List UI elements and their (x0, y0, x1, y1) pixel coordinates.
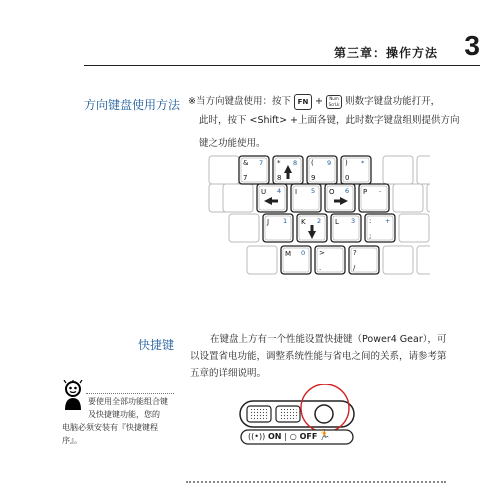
instruction-suffix: 则数字键盘功能打开， (345, 96, 441, 107)
keypad-key (325, 184, 355, 212)
key-numpad-label: 7 (259, 159, 264, 167)
key-main-label: L (335, 218, 339, 226)
key-numpad-label: 8 (293, 159, 298, 167)
hotkey-para-line1: 在键盘上方有一个性能设置快捷键（Power4 Gear），可 (210, 334, 447, 345)
note-line3: 电脑必须安装有『快捷键程 (62, 423, 158, 432)
note-person-icon (62, 380, 84, 414)
keypad-key (315, 246, 345, 274)
key-shift-label: ? (353, 249, 357, 257)
key-main-label: I (295, 188, 298, 196)
note-divider (86, 393, 174, 394)
key-shift-label: ( (311, 159, 314, 167)
power-symbol-icon: ○ (289, 432, 297, 441)
header-rule (84, 65, 480, 66)
instruction-prefix: ※当方向键盘使用：按下 (188, 96, 291, 107)
key-numpad-label: 4 (277, 187, 282, 195)
key-shift-label: > (319, 249, 325, 257)
key-shift-label: & (243, 159, 249, 167)
key-main-label: 8 (277, 174, 282, 182)
separator-mark: | (284, 432, 287, 441)
key-shift-label: : (369, 217, 372, 225)
numlock-key-bottom: ScrLk (328, 101, 340, 107)
numlock-key-icon (326, 95, 342, 109)
key-numpad-label: - (379, 187, 382, 195)
note-line4: 序』。 (62, 436, 82, 445)
keypad-key (257, 184, 287, 212)
key-numpad-label: 9 (327, 159, 332, 167)
keypad-key (307, 156, 337, 184)
note-line1: 要使用全部功能组合键 (88, 397, 168, 406)
key-main-label: K (301, 218, 306, 226)
keypad-instruction-line1 (188, 92, 488, 111)
keypad-key (341, 156, 371, 184)
key-numpad-label: 2 (317, 217, 322, 225)
key-numpad-label: 6 (345, 187, 350, 195)
power-off-label: OFF (299, 432, 318, 441)
keypad-key (291, 184, 321, 212)
section-label-keypad: 方向键盘使用方法 (84, 98, 181, 112)
keypad-instruction-line3: 键之功能使用。 (199, 138, 266, 149)
wireless-icon: ((•)) (248, 432, 266, 441)
note-line2: 及快捷键功能，您的 (88, 410, 160, 419)
key-shift-label: ) (345, 159, 348, 167)
key-main-label: M (285, 250, 292, 258)
keypad-key (239, 156, 269, 184)
key-main-label: . (319, 264, 322, 272)
keypad-instructions (188, 92, 488, 153)
key-main-label: 7 (243, 174, 248, 182)
bottom-cut-line-marks (186, 481, 446, 483)
keypad-key (281, 246, 311, 274)
keypad-illustration (205, 152, 430, 282)
hotkey-description (190, 331, 490, 382)
fn-key-icon: FN (294, 94, 312, 110)
key-main-label: U (261, 188, 267, 196)
keypad-instruction-line2: 此时，按下 <Shift> +上面各键，此时数字键盘组则提供方向 (199, 115, 460, 126)
plus-sign: + (315, 96, 323, 107)
key-main-label: / (353, 264, 356, 272)
key-numpad-label: 3 (351, 217, 356, 225)
running-man-icon: 🏃 (318, 430, 331, 441)
key-numpad-label: 5 (311, 187, 316, 195)
chapter-title: 第三章：操作方法 (333, 46, 438, 60)
key-numpad-label: + (385, 217, 391, 225)
keypad-key (331, 214, 361, 242)
hotkey-para-line2: 以设置省电功能，调整系统性能与省电之间的关系，请参考第 (190, 351, 447, 362)
key-main-label: ; (369, 232, 372, 240)
key-numpad-label: * (361, 159, 365, 167)
hotkey-para-line3: 五章的详细说明。 (190, 368, 267, 379)
keypad-key (273, 156, 303, 184)
numlock-key-top: Num (329, 95, 339, 101)
keypad-key (359, 184, 389, 212)
keypad-key (365, 214, 395, 242)
key-main-label: J (267, 218, 270, 226)
key-numpad-label: 1 (283, 217, 288, 225)
section-label-hotkey: 快捷键 (138, 338, 175, 352)
chapter-number: 3 (464, 30, 480, 61)
keypad-key (297, 214, 327, 242)
power-on-label: ON (268, 432, 282, 441)
key-main-label: O (329, 188, 335, 196)
key-numpad-label: 0 (301, 249, 306, 257)
key-main-label: 9 (311, 174, 316, 182)
bottom-cut-line (186, 474, 446, 484)
power-panel (238, 384, 362, 448)
power-toggle-label (248, 432, 317, 441)
key-main-label: P (363, 188, 368, 196)
key-shift-label: * (277, 159, 281, 167)
keypad-key (349, 246, 379, 274)
key-main-label: 0 (345, 174, 350, 182)
keypad-key (263, 214, 293, 242)
